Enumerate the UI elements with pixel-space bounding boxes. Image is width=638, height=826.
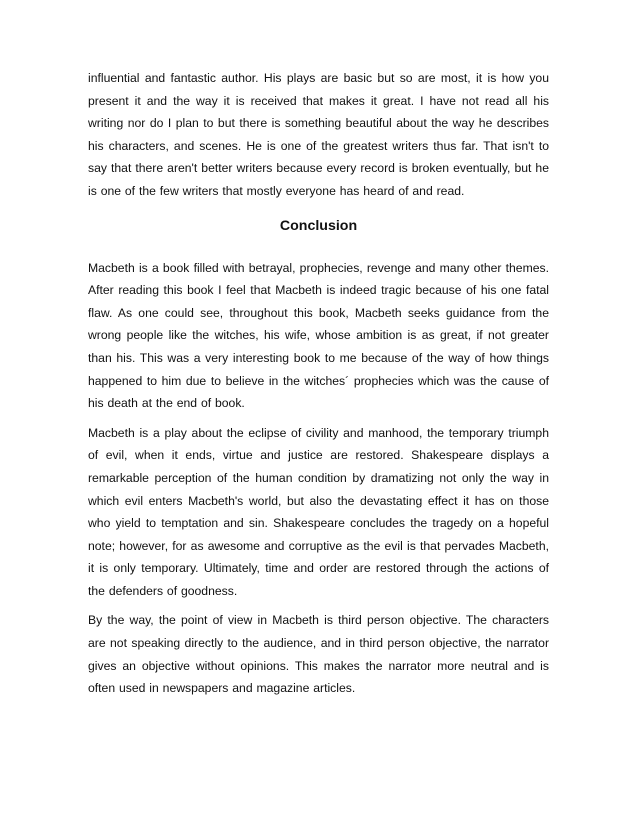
conclusion-paragraph-1: Macbeth is a book filled with betrayal, prophecies, revenge and many other themes. After reading this book I feel that Macbeth is indeed tragic because of his one fatal flaw. As one could see, throughout this book, Macbeth seeks guidance from the wrong people like the witches, his wife, whose ambition is as great, if not greater than his. This was a very interesting book to me because of the way of how things happened to him due to believe in the witches´ prophecies which was the cause of his death at the end of book. [88, 260, 549, 411]
document-page [88, 67, 549, 700]
section-heading-conclusion: Conclusion [279, 217, 358, 234]
conclusion-paragraph-3: By the way, the point of view in Macbeth is third person objective. The characters are not speaking directly to the audience, and in third person objective, the narrator gives an objective without opinions. This makes the narrator more neutral and is often used in newspapers and magazine articles. [88, 613, 549, 696]
conclusion-body [88, 257, 549, 700]
intro-paragraph: influential and fantastic author. His plays are basic but so are most, it is how you present it and the way it is received that makes it great. I have not read all his writing nor do I plan to but there is something beautiful about the way he describes his characters, and scenes. He is one of the greatest writers thus far. That isn't to say that there aren't better writers because every record is broken eventually, but he is one of the few writers that mostly everyone has heard of and read. [88, 71, 549, 198]
conclusion-paragraph-2: Macbeth is a play about the eclipse of civility and manhood, the temporary triumph of evil, when it ends, virtue and justice are restored. Shakespeare displays a remarkable perception of the human condition by dramatizing not only the way in which evil enters Macbeth's world, but also the devastating effect it has on those who yield to temptation and sin. Shakespeare concludes the tragedy on a hopeful note; however, for as awesome and corruptive as the evil is that pervades Macbeth, it is only temporary. Ultimately, time and order are restored through the actions of the defenders of goodness. [88, 425, 549, 598]
